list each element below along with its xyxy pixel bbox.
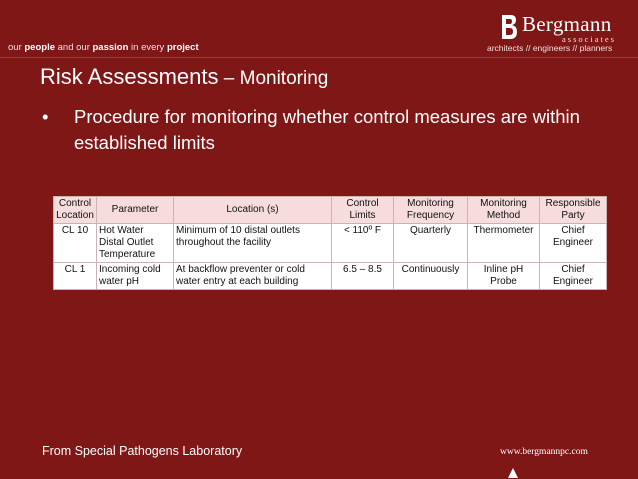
bergmann-b-logo-icon [500,14,518,40]
header-bar [0,0,638,58]
tagline-text: and our [55,42,93,53]
cell-control-location: CL 1 [54,263,97,290]
source-citation: From Special Pathogens Laboratory [42,444,243,458]
tagline-text: our [8,42,25,53]
cell-method: Inline pH Probe [468,263,540,290]
tagline [8,42,199,53]
column-header: Parameter [97,197,174,224]
table-row [54,224,607,263]
header-divider [0,57,638,58]
table-row [54,263,607,290]
cell-control-limits: < 110º F [332,224,394,263]
triangle-up-icon [507,467,519,479]
column-header: Control Location [54,197,97,224]
cell-responsible-party: Chief Engineer [540,263,607,290]
logo-roles: architects // engineers // planners [487,43,613,53]
tagline-people: people [24,42,55,53]
tagline-passion: passion [92,42,129,53]
cell-frequency: Continuously [394,263,468,290]
tagline-text: in every [128,42,167,53]
logo-name: Bergmann [522,12,612,36]
cell-responsible-party: Chief Engineer [540,224,607,263]
cell-frequency: Quarterly [394,224,468,263]
column-header: Location (s) [174,197,332,224]
footer-url: www.bergmannpc.com [500,447,588,457]
slide-title-main: Risk Assessments [40,64,219,89]
tagline-project: project [166,42,199,53]
bullet-symbol: • [42,106,49,127]
table-header-row [54,197,607,224]
logo-subtitle: associates [562,34,616,44]
cell-parameter: Incoming cold water pH [97,263,174,290]
cell-locations: At backflow preventer or cold water entry at each building [174,263,332,290]
slide-title-suffix: – Monitoring [218,68,329,89]
bullet-text: Procedure for monitoring whether control measures are within established limits [74,106,580,153]
column-header: Responsible Party [540,197,607,224]
cell-method: Thermometer [468,224,540,263]
column-header: Monitoring Frequency [394,197,468,224]
cell-locations: Minimum of 10 distal outlets throughout the facility [174,224,332,263]
column-header: Control Limits [332,197,394,224]
cell-parameter: Hot Water Distal Outlet Temperature [97,224,174,263]
cell-control-limits: 6.5 – 8.5 [332,263,394,290]
bergmann-logo [487,12,632,54]
column-header: Monitoring Method [468,197,540,224]
monitoring-table [53,196,607,290]
cell-control-location: CL 10 [54,224,97,263]
slide-title [40,64,328,90]
